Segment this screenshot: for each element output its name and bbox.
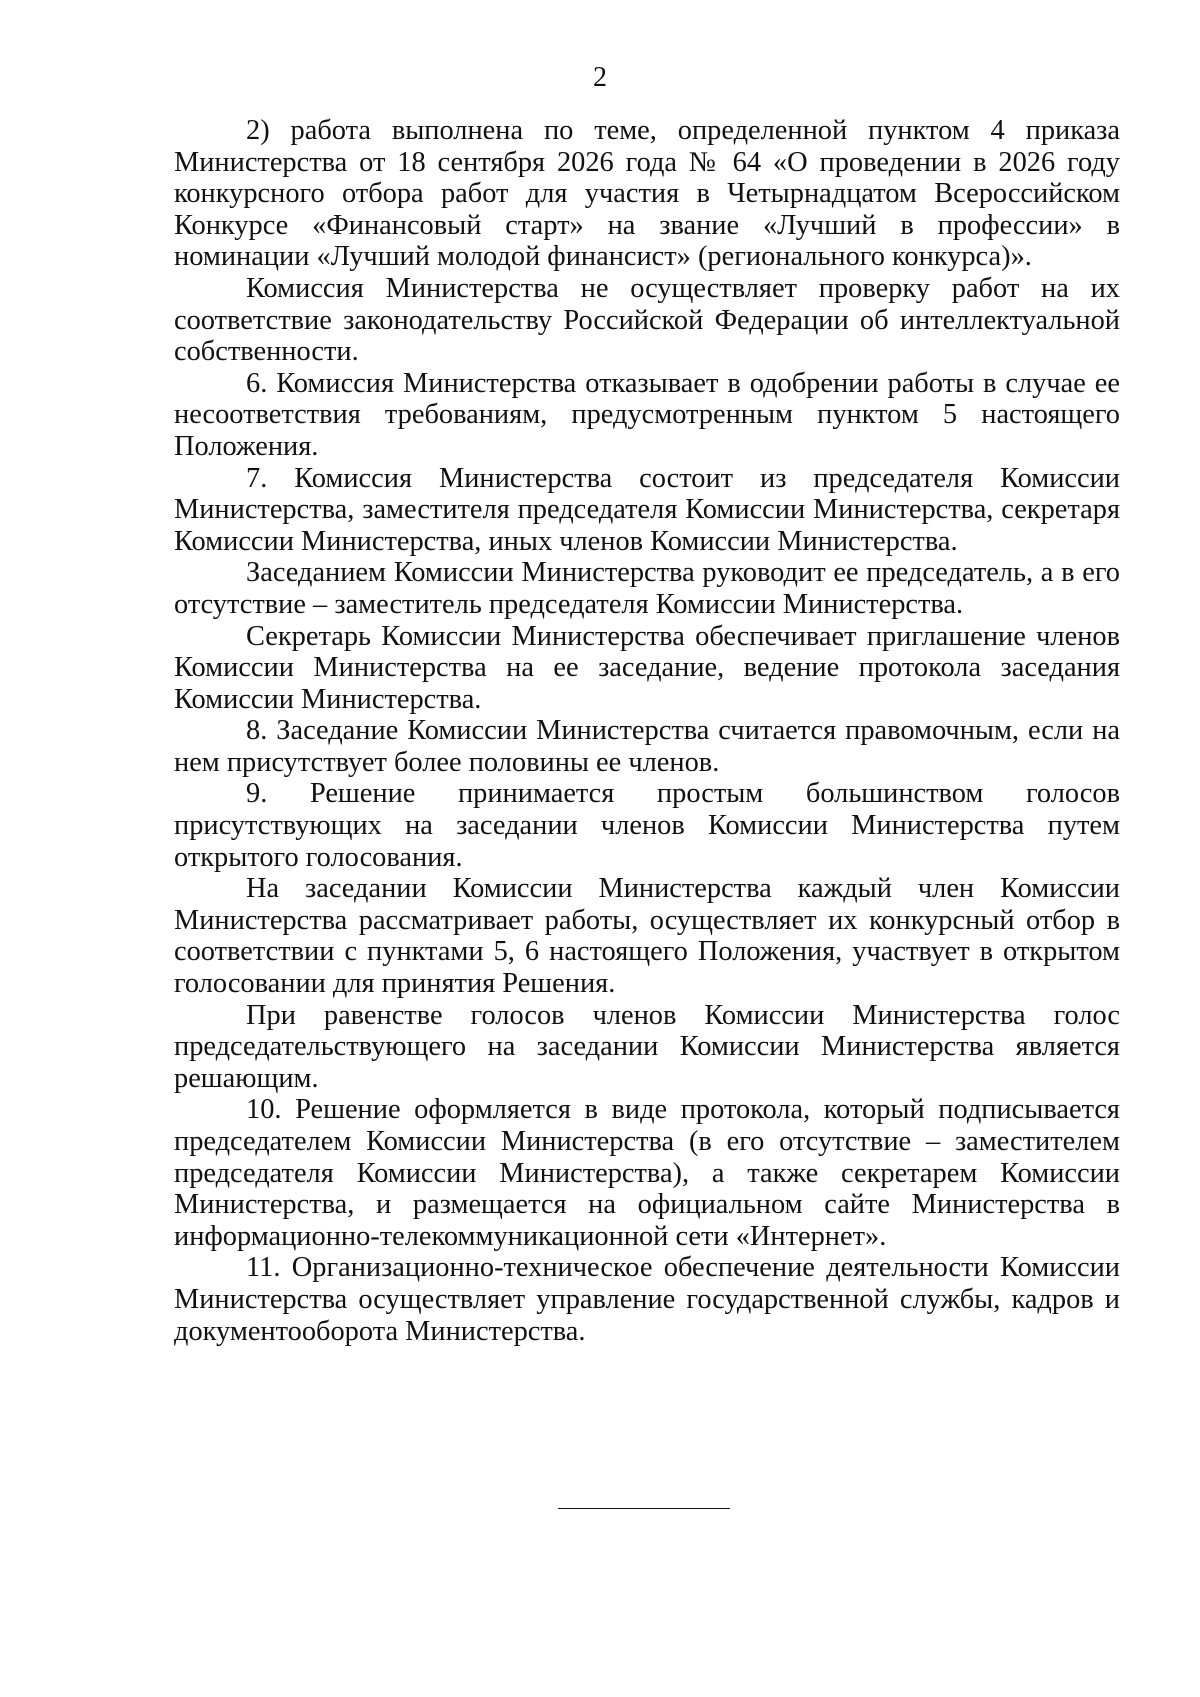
paragraph-secretary-duties: Секретарь Комиссии Министерства обеспечивает приглашение членов Комиссии Министерства на ее заседание, ведение протокола заседания Комиссии Министерства.	[174, 620, 1120, 715]
paragraph-9-decision: 9. Решение принимается простым большинством голосов присутствующих на заседании членов Комиссии Министерства путем открытого голосования.	[174, 778, 1120, 873]
end-of-document-rule	[558, 1508, 730, 1509]
paragraph-6-refusal: 6. Комиссия Министерства отказывает в одобрении работы в случае ее несоответствия требованиям, предусмотренным пунктом 5 настоящего Положения.	[174, 367, 1120, 462]
paragraph-8-quorum: 8. Заседание Комиссии Министерства считается правомочным, если на нем присутствует более половины ее членов.	[174, 715, 1120, 778]
paragraph-7-composition: 7. Комиссия Министерства состоит из председателя Комиссии Министерства, заместителя председателя Комиссии Министерства, секретаря Комиссии Министерства, иных членов Комиссии Министерства.	[174, 462, 1120, 557]
paragraph-commission-no-ip-check: Комиссия Министерства не осуществляет проверку работ на их соответствие законодательству Российской Федерации об интеллектуальной собственности.	[174, 272, 1120, 368]
paragraph-tie-vote: При равенстве голосов членов Комиссии Министерства голос председательствующего на заседании Комиссии Министерства является решающим.	[174, 999, 1120, 1094]
paragraph-member-review: На заседании Комиссии Министерства каждый член Комиссии Министерства рассматривает работы, осуществляет их конкурсный отбор в соответствии с пунктами 5, 6 настоящего Положения, участвует в открытом голосовании для принятия Решения.	[174, 873, 1120, 1000]
paragraph-item-2-topic: 2) работа выполнена по теме, определенной пунктом 4 приказа Министерства от 18 сентября 2026 года № 64 «О проведении в 2026 году конкурсного отбора работ для участия в Четырнадцатом Всероссийском Конкурсе «Финансовый старт» на звание «Лучший в профессии» в номинации «Лучший молодой финансист» (регионального конкурса)».	[174, 115, 1120, 273]
page-number: 2	[593, 62, 607, 93]
document-body	[174, 115, 1120, 1347]
paragraph-meeting-chair: Заседанием Комиссии Министерства руководит ее председатель, а в его отсутствие – заместитель председателя Комиссии Министерства.	[174, 557, 1120, 620]
paragraph-11-support: 11. Организационно-техническое обеспечение деятельности Комиссии Министерства осуществляет управление государственной службы, кадров и документооборота Министерства.	[174, 1252, 1120, 1347]
paragraph-10-protocol: 10. Решение оформляется в виде протокола, который подписывается председателем Комиссии Министерства (в его отсутствие – заместителем председателя Комиссии Министерства), а также секретарем Комиссии Министерства, и размещается на официальном сайте Министерства в информационно-телекоммуникационной сети «Интернет».	[174, 1094, 1120, 1252]
